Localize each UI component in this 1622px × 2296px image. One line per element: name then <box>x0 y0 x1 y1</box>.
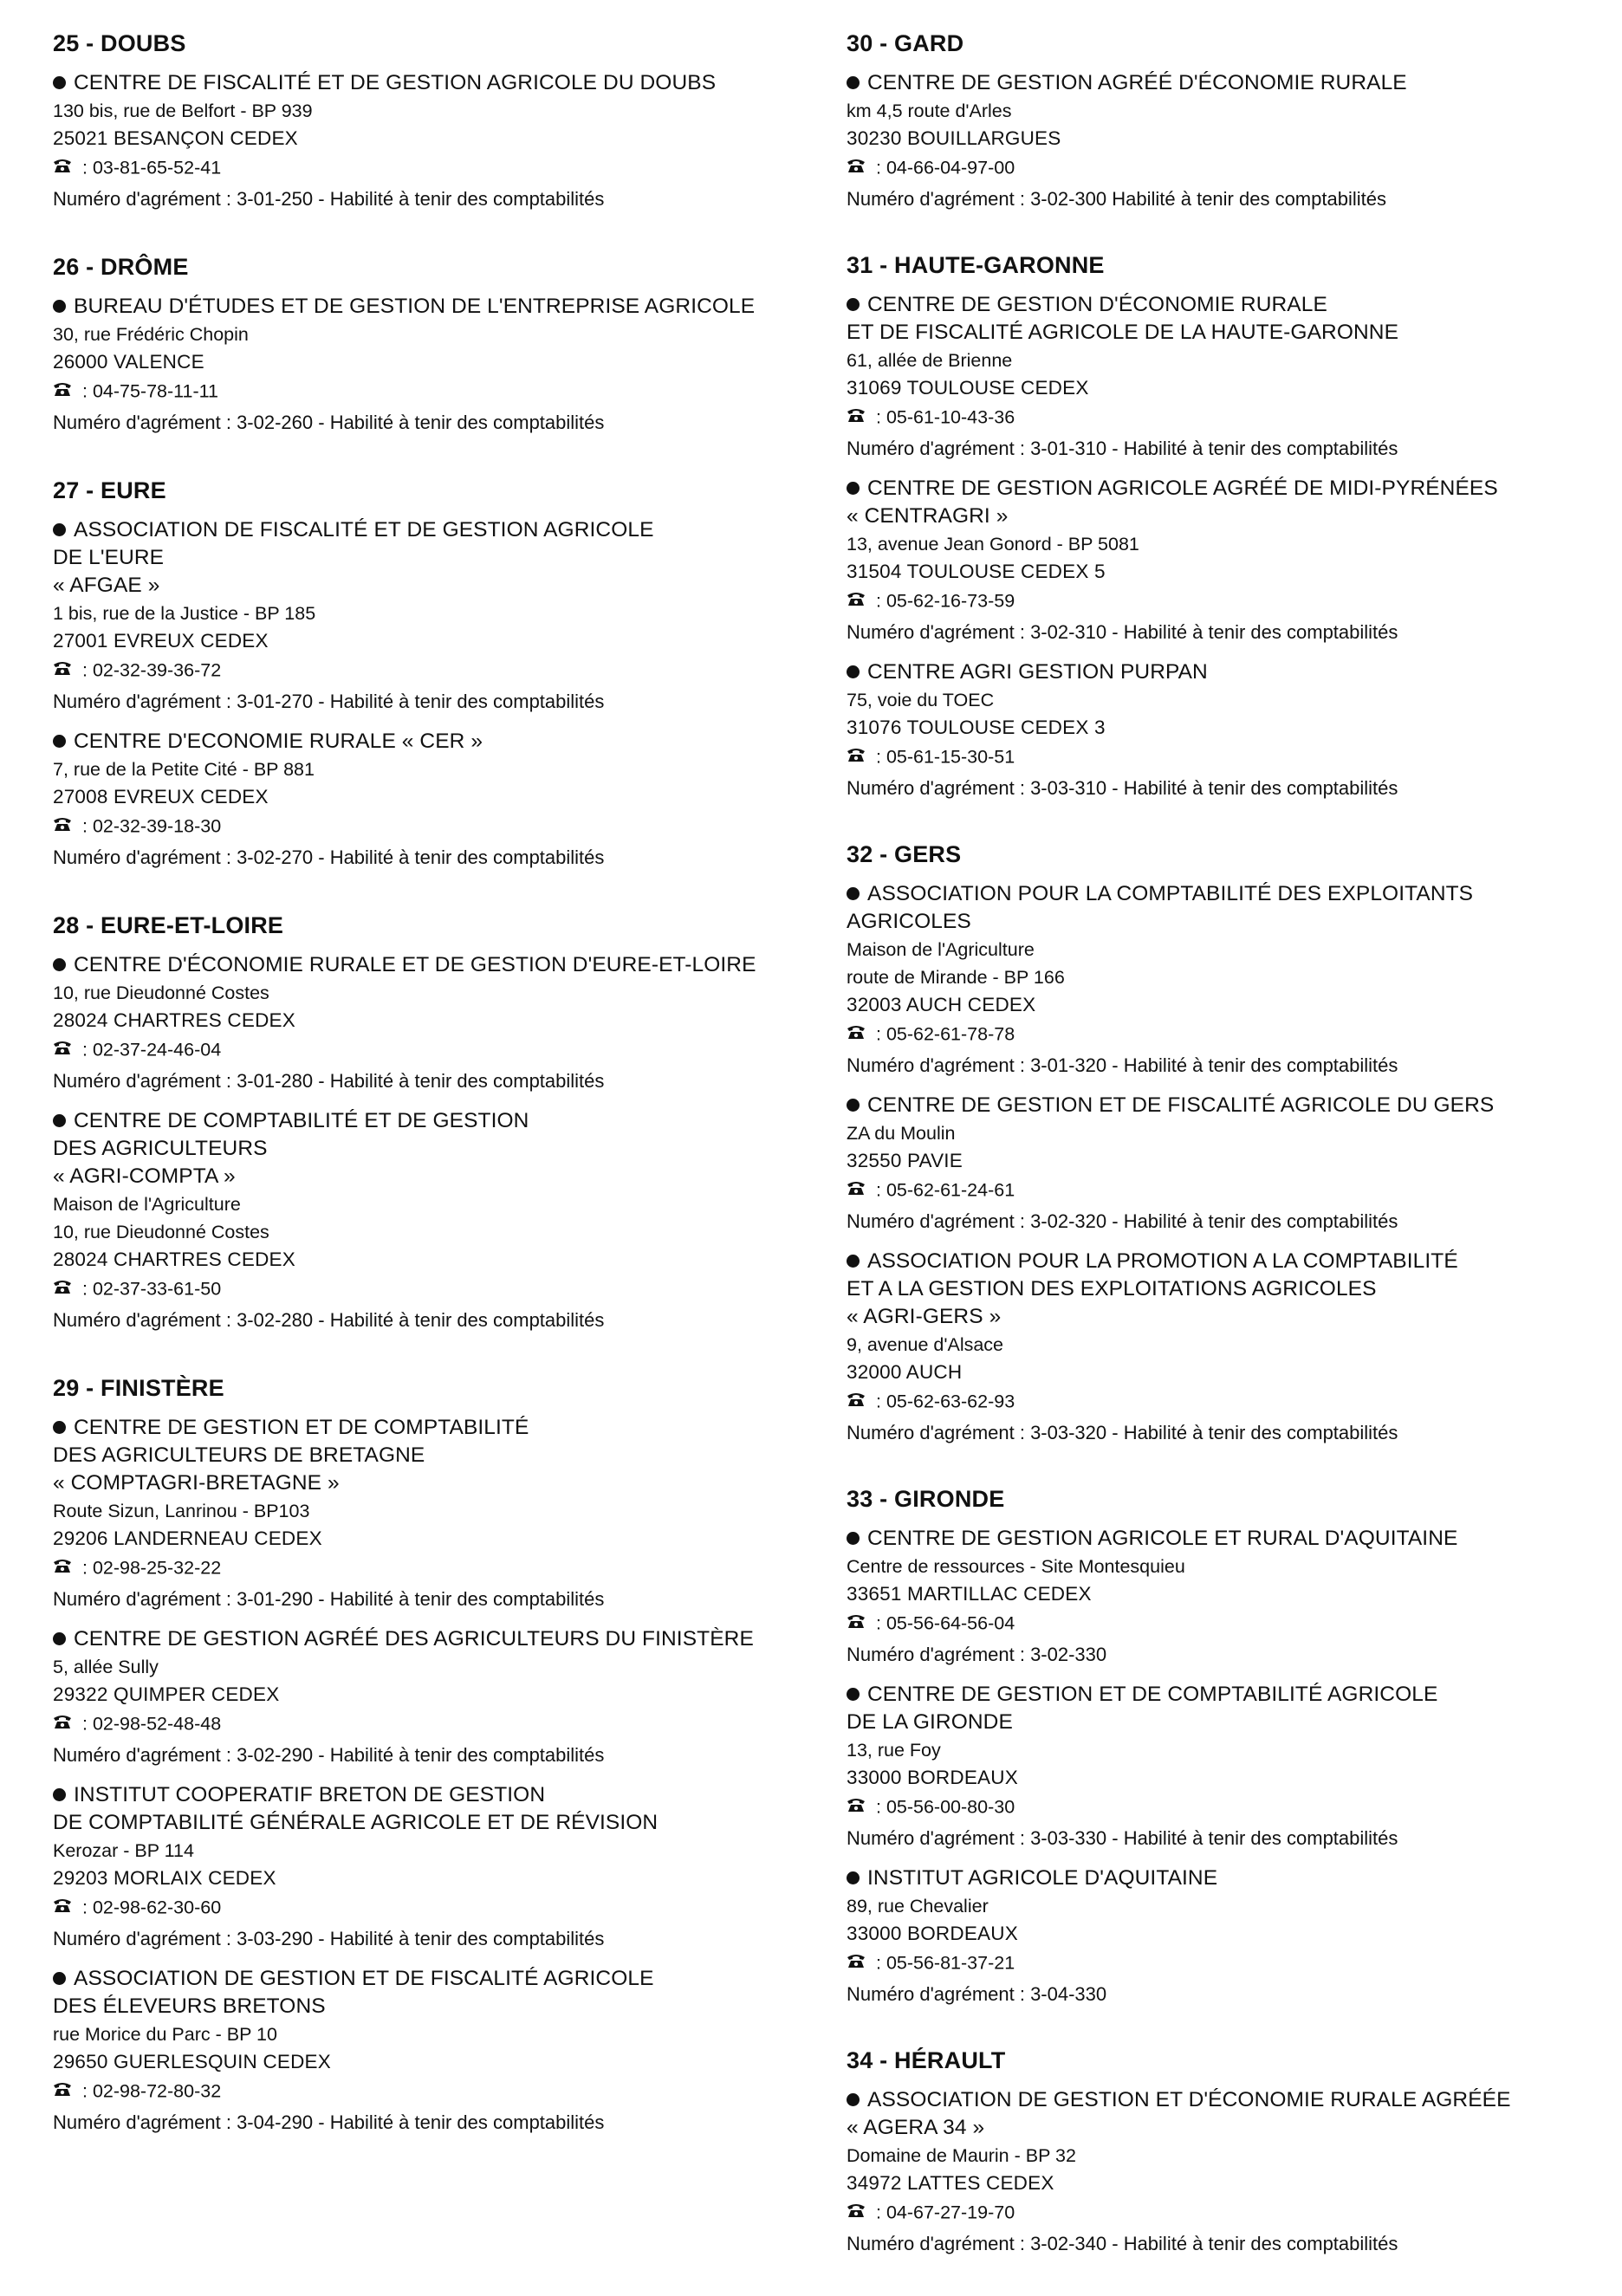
phone-number: : 02-37-33-61-50 <box>82 1278 222 1300</box>
agrement-number: Numéro d'agrément : 3-02-320 - Habilité à tenir des comptabilités <box>847 1210 1398 1232</box>
organization-name-text: CENTRE DE GESTION ET DE FISCALITÉ AGRICOLE DU GERS <box>867 1093 1495 1117</box>
organization-name-text: CENTRE D'ÉCONOMIE RURALE ET DE GESTION D'EURE-ET-LOIRE <box>74 953 756 976</box>
postal-city-line: 31504 TOULOUSE CEDEX 5 <box>847 561 1106 582</box>
organization-name-text: ET A LA GESTION DES EXPLOITATIONS AGRICOLES <box>847 1277 1377 1300</box>
organization-name-text: ASSOCIATION DE GESTION ET D'ÉCONOMIE RURALE AGRÉÉE <box>867 2088 1511 2111</box>
phone-number: : 05-56-00-80-30 <box>876 1796 1015 1818</box>
agrement-number: Numéro d'agrément : 3-03-330 - Habilité à tenir des comptabilités <box>847 1827 1398 1849</box>
postal-city-line: 32000 AUCH <box>847 1361 963 1383</box>
phone-number: : 05-62-63-62-93 <box>876 1391 1015 1412</box>
department-heading: 26 - DRÔME <box>53 254 189 280</box>
phone-number: : 05-56-81-37-21 <box>876 1952 1015 1974</box>
organization-name-text: BUREAU D'ÉTUDES ET DE GESTION DE L'ENTREPRISE AGRICOLE <box>74 295 756 318</box>
phone-line <box>847 152 1609 185</box>
organization-name-line <box>53 1107 815 1135</box>
phone-icon <box>53 811 72 840</box>
address-line: route de Mirande - BP 166 <box>847 967 1065 988</box>
bullet-icon <box>53 1632 66 1645</box>
address-line: 7, rue de la Petite Cité - BP 881 <box>53 759 315 780</box>
phone-number: : 03-81-65-52-41 <box>82 157 222 178</box>
bullet-icon <box>847 1255 860 1268</box>
department-section <box>53 1374 815 2137</box>
phone-line <box>53 811 815 844</box>
organization-name-line <box>847 2114 1609 2142</box>
organization-name-text: « CENTRAGRI » <box>847 504 1009 528</box>
organization-entry <box>53 1414 815 1613</box>
department-section <box>53 477 815 872</box>
address-line: 10, rue Dieudonné Costes <box>53 983 269 1003</box>
organization-name-text: ASSOCIATION POUR LA PROMOTION A LA COMPTABILITÉ <box>867 1249 1458 1273</box>
organization-entry <box>53 951 815 1095</box>
phone-icon <box>53 1034 72 1064</box>
organization-entry <box>847 1865 1609 2008</box>
agrement-number: Numéro d'agrément : 3-02-290 - Habilité à tenir des comptabilités <box>53 1744 605 1766</box>
organization-name-line <box>53 1781 815 1809</box>
department-section <box>847 840 1609 1447</box>
bullet-icon <box>847 298 860 311</box>
organization-name-line <box>53 544 815 572</box>
address-line: Centre de ressources - Site Montesquieu <box>847 1556 1185 1577</box>
department-section <box>53 253 815 437</box>
organization-name-line <box>53 1163 815 1190</box>
organization-name-text: « AGRI-COMPTA » <box>53 1164 236 1188</box>
phone-icon <box>847 1019 866 1048</box>
phone-icon <box>847 1175 866 1204</box>
bullet-icon <box>847 482 860 495</box>
agrement-number: Numéro d'agrément : 3-02-260 - Habilité à tenir des comptabilités <box>53 412 605 433</box>
organization-name-line <box>847 1092 1609 1119</box>
agrement-number: Numéro d'agrément : 3-01-280 - Habilité à tenir des comptabilités <box>53 1070 605 1092</box>
phone-line <box>847 1386 1609 1419</box>
postal-city-line: 33651 MARTILLAC CEDEX <box>847 1583 1092 1605</box>
organization-entry <box>53 516 815 716</box>
organization-name-line <box>847 1303 1609 1331</box>
bullet-icon <box>847 665 860 678</box>
phone-line <box>53 1892 815 1925</box>
address-line: 5, allée Sully <box>53 1657 159 1677</box>
organization-entry <box>53 293 815 437</box>
organization-name-text: DE L'EURE <box>53 546 165 569</box>
phone-icon <box>53 376 72 405</box>
address-line: 130 bis, rue de Belfort - BP 939 <box>53 101 313 121</box>
organization-entry <box>847 2086 1609 2258</box>
organization-name-line <box>847 503 1609 530</box>
organization-name-text: INSTITUT AGRICOLE D'AQUITAINE <box>867 1866 1218 1890</box>
phone-line <box>847 2197 1609 2230</box>
phone-icon <box>847 152 866 182</box>
organization-name-text: CENTRE DE FISCALITÉ ET DE GESTION AGRICOLE DU DOUBS <box>74 71 717 94</box>
organization-name-line <box>847 475 1609 503</box>
organization-name-line <box>847 658 1609 686</box>
address-line: 13, avenue Jean Gonord - BP 5081 <box>847 534 1139 555</box>
organization-name-line <box>847 1709 1609 1736</box>
organization-entry <box>53 69 815 213</box>
organization-name-line <box>53 951 815 979</box>
phone-line <box>53 152 815 185</box>
postal-city-line: 28024 CHARTRES CEDEX <box>53 1009 295 1031</box>
bullet-icon <box>53 735 66 748</box>
agrement-number: Numéro d'agrément : 3-04-290 - Habilité à tenir des comptabilités <box>53 2111 605 2133</box>
organization-name-line <box>53 1414 815 1442</box>
organization-name-text: ASSOCIATION DE GESTION ET DE FISCALITÉ AGRICOLE <box>74 1967 654 1990</box>
phone-number: : 02-98-25-32-22 <box>82 1557 222 1579</box>
phone-number: : 05-61-10-43-36 <box>876 406 1015 428</box>
organization-name-line <box>847 1865 1609 1892</box>
postal-city-line: 32003 AUCH CEDEX <box>847 994 1036 1015</box>
agrement-number: Numéro d'agrément : 3-01-320 - Habilité à tenir des comptabilités <box>847 1054 1398 1076</box>
address-line: 89, rue Chevalier <box>847 1896 989 1917</box>
agrement-number: Numéro d'agrément : 3-04-330 <box>847 1983 1107 2005</box>
bullet-icon <box>847 76 860 89</box>
organization-entry <box>847 658 1609 802</box>
postal-city-line: 29206 LANDERNEAU CEDEX <box>53 1527 322 1549</box>
phone-number: : 02-98-62-30-60 <box>82 1897 222 1918</box>
agrement-number: Numéro d'agrément : 3-01-310 - Habilité à tenir des comptabilités <box>847 438 1398 459</box>
organization-name-line <box>847 880 1609 908</box>
bullet-icon <box>53 76 66 89</box>
organization-name-text: CENTRE DE GESTION D'ÉCONOMIE RURALE <box>867 293 1327 316</box>
phone-number: : 02-98-52-48-48 <box>82 1713 222 1735</box>
department-section <box>847 29 1609 213</box>
organization-name-line <box>53 1135 815 1163</box>
address-line: 30, rue Frédéric Chopin <box>53 324 249 345</box>
department-heading: 31 - HAUTE-GARONNE <box>847 252 1105 278</box>
department-heading: 32 - GERS <box>847 841 962 867</box>
phone-number: : 02-98-72-80-32 <box>82 2080 222 2102</box>
organization-name-text: CENTRE DE GESTION ET DE COMPTABILITÉ <box>74 1416 529 1439</box>
postal-city-line: 25021 BESANÇON CEDEX <box>53 127 298 149</box>
department-heading: 30 - GARD <box>847 30 964 56</box>
organization-entry <box>847 475 1609 646</box>
postal-city-line: 29322 QUIMPER CEDEX <box>53 1683 280 1705</box>
organization-name-text: CENTRE DE GESTION AGRICOLE AGRÉÉ DE MIDI-PYRÉNÉES <box>867 477 1498 500</box>
organization-name-line <box>53 728 815 756</box>
department-section <box>53 29 815 213</box>
organization-entry <box>847 1525 1609 1669</box>
organization-name-text: DES AGRICULTEURS DE BRETAGNE <box>53 1443 425 1467</box>
phone-icon <box>53 2076 72 2105</box>
address-line: Domaine de Maurin - BP 32 <box>847 2145 1076 2166</box>
address-line: 10, rue Dieudonné Costes <box>53 1222 269 1242</box>
agrement-number: Numéro d'agrément : 3-01-290 - Habilité à tenir des comptabilités <box>53 1588 605 1610</box>
phone-line <box>53 1034 815 1067</box>
department-heading: 34 - HÉRAULT <box>847 2047 1006 2073</box>
department-section <box>847 1485 1609 2008</box>
organization-name-text: « AGRI-GERS » <box>847 1305 1002 1328</box>
address-line: 1 bis, rue de la Justice - BP 185 <box>53 603 316 624</box>
phone-line <box>53 2076 815 2109</box>
postal-city-line: 30230 BOUILLARGUES <box>847 127 1061 149</box>
organization-name-line <box>53 1625 815 1653</box>
organization-entry <box>53 1625 815 1769</box>
agrement-number: Numéro d'agrément : 3-02-300 Habilité à tenir des comptabilités <box>847 188 1386 210</box>
phone-icon <box>53 1274 72 1303</box>
organization-name-line <box>53 293 815 321</box>
phone-number: : 02-32-39-18-30 <box>82 815 222 837</box>
agrement-number: Numéro d'agrément : 3-03-290 - Habilité à tenir des comptabilités <box>53 1928 605 1949</box>
postal-city-line: 28024 CHARTRES CEDEX <box>53 1249 295 1270</box>
organization-entry <box>53 1107 815 1334</box>
organization-name-line <box>847 1275 1609 1303</box>
organization-name-text: CENTRE DE COMPTABILITÉ ET DE GESTION <box>74 1109 529 1132</box>
address-line: 61, allée de Brienne <box>847 350 1013 371</box>
agrement-number: Numéro d'agrément : 3-02-310 - Habilité à tenir des comptabilités <box>847 621 1398 643</box>
organization-name-line <box>847 1248 1609 1275</box>
phone-line <box>847 586 1609 619</box>
organization-name-text: AGRICOLES <box>847 910 971 933</box>
phone-icon <box>847 1792 866 1821</box>
organization-name-line <box>53 1469 815 1497</box>
bullet-icon <box>53 1421 66 1434</box>
postal-city-line: 32550 PAVIE <box>847 1150 963 1171</box>
organization-name-line <box>53 572 815 600</box>
organization-name-line <box>847 908 1609 936</box>
organization-name-text: DES AGRICULTEURS <box>53 1137 268 1160</box>
bullet-icon <box>53 958 66 971</box>
organization-name-text: DES ÉLEVEURS BRETONS <box>53 1994 326 2018</box>
organization-name-text: ASSOCIATION DE FISCALITÉ ET DE GESTION AGRICOLE <box>74 518 654 542</box>
organization-name-text: INSTITUT COOPERATIF BRETON DE GESTION <box>74 1783 546 1806</box>
phone-line <box>53 1553 815 1586</box>
phone-icon <box>847 2197 866 2227</box>
phone-icon <box>847 1948 866 1977</box>
address-line: Maison de l'Agriculture <box>53 1194 241 1215</box>
organization-name-text: CENTRE AGRI GESTION PURPAN <box>867 660 1208 684</box>
organization-name-line <box>847 1525 1609 1553</box>
phone-icon <box>53 1892 72 1922</box>
phone-icon <box>53 1709 72 1738</box>
organization-name-text: « COMPTAGRI-BRETAGNE » <box>53 1471 340 1495</box>
postal-city-line: 27008 EVREUX CEDEX <box>53 786 269 807</box>
postal-city-line: 29650 GUERLESQUIN CEDEX <box>53 2051 331 2072</box>
phone-line <box>847 402 1609 435</box>
postal-city-line: 34972 LATTES CEDEX <box>847 2172 1054 2194</box>
department-heading: 33 - GIRONDE <box>847 1486 1005 1512</box>
postal-city-line: 27001 EVREUX CEDEX <box>53 630 269 652</box>
bullet-icon <box>847 887 860 900</box>
address-line: rue Morice du Parc - BP 10 <box>53 2024 277 2045</box>
address-line: 13, rue Foy <box>847 1740 941 1761</box>
address-line: Route Sizun, Lanrinou - BP103 <box>53 1501 310 1521</box>
organization-name-text: CENTRE DE GESTION AGRICOLE ET RURAL D'AQUITAINE <box>867 1527 1458 1550</box>
phone-icon <box>53 152 72 182</box>
phone-number: : 05-56-64-56-04 <box>876 1612 1015 1634</box>
department-heading: 29 - FINISTÈRE <box>53 1375 224 1401</box>
bullet-icon <box>847 1688 860 1701</box>
bullet-icon <box>53 1788 66 1801</box>
postal-city-line: 29203 MORLAIX CEDEX <box>53 1867 276 1889</box>
bullet-icon <box>847 1099 860 1112</box>
postal-city-line: 26000 VALENCE <box>53 351 204 373</box>
organization-name-line <box>53 1442 815 1469</box>
organization-name-line <box>847 69 1609 97</box>
phone-number: : 02-37-24-46-04 <box>82 1039 222 1060</box>
postal-city-line: 31076 TOULOUSE CEDEX 3 <box>847 717 1106 738</box>
organization-name-text: CENTRE D'ECONOMIE RURALE « CER » <box>74 730 483 753</box>
organization-name-text: CENTRE DE GESTION AGRÉÉ DES AGRICULTEURS DU FINISTÈRE <box>74 1627 754 1651</box>
phone-line <box>847 742 1609 775</box>
phone-line <box>847 1175 1609 1208</box>
organization-name-text: DE LA GIRONDE <box>847 1710 1013 1734</box>
agrement-number: Numéro d'agrément : 3-02-280 - Habilité à tenir des comptabilités <box>53 1309 605 1331</box>
phone-line <box>53 376 815 409</box>
phone-number: : 05-62-16-73-59 <box>876 590 1015 612</box>
agrement-number: Numéro d'agrément : 3-01-250 - Habilité à tenir des comptabilités <box>53 188 605 210</box>
left-column <box>53 29 815 2176</box>
organization-entry <box>53 1965 815 2137</box>
phone-number: : 04-67-27-19-70 <box>876 2202 1015 2223</box>
phone-number: : 05-62-61-78-78 <box>876 1023 1015 1045</box>
agrement-number: Numéro d'agrément : 3-02-270 - Habilité à tenir des comptabilités <box>53 846 605 868</box>
organization-entry <box>847 1681 1609 1852</box>
organization-name-text: ET DE FISCALITÉ AGRICOLE DE LA HAUTE-GARONNE <box>847 321 1399 344</box>
organization-entry <box>847 291 1609 463</box>
organization-name-line <box>53 1965 815 1993</box>
phone-icon <box>847 1386 866 1416</box>
phone-line <box>53 1274 815 1307</box>
phone-line <box>847 1019 1609 1052</box>
address-line: km 4,5 route d'Arles <box>847 101 1012 121</box>
phone-number: : 02-32-39-36-72 <box>82 659 222 681</box>
organization-name-line <box>53 1809 815 1837</box>
bullet-icon <box>847 1532 860 1545</box>
agrement-number: Numéro d'agrément : 3-03-320 - Habilité à tenir des comptabilités <box>847 1422 1398 1443</box>
organization-name-text: « AFGAE » <box>53 574 160 597</box>
address-line: 75, voie du TOEC <box>847 690 995 710</box>
phone-line <box>847 1608 1609 1641</box>
phone-number: : 04-75-78-11-11 <box>82 380 218 402</box>
agrement-number: Numéro d'agrément : 3-02-330 <box>847 1644 1107 1665</box>
phone-line <box>53 1709 815 1741</box>
organization-name-line <box>53 1993 815 2020</box>
phone-icon <box>847 402 866 431</box>
phone-icon <box>847 1608 866 1638</box>
organization-entry <box>847 1092 1609 1236</box>
organization-name-line <box>847 2086 1609 2114</box>
phone-icon <box>847 742 866 771</box>
bullet-icon <box>53 300 66 313</box>
organization-entry <box>53 728 815 872</box>
department-heading: 28 - EURE-ET-LOIRE <box>53 912 284 938</box>
phone-number: : 05-61-15-30-51 <box>876 746 1015 768</box>
phone-line <box>847 1792 1609 1825</box>
organization-name-text: « AGERA 34 » <box>847 2116 985 2139</box>
department-section <box>847 251 1609 802</box>
phone-line <box>847 1948 1609 1981</box>
organization-entry <box>847 1248 1609 1447</box>
department-section <box>53 911 815 1334</box>
phone-icon <box>53 655 72 684</box>
address-line: Kerozar - BP 114 <box>53 1840 194 1861</box>
agrement-number: Numéro d'agrément : 3-01-270 - Habilité à tenir des comptabilités <box>53 691 605 712</box>
postal-city-line: 33000 BORDEAUX <box>847 1923 1018 1944</box>
phone-icon <box>53 1553 72 1582</box>
department-section <box>847 2046 1609 2258</box>
postal-city-line: 31069 TOULOUSE CEDEX <box>847 377 1089 399</box>
phone-line <box>53 655 815 688</box>
phone-number: : 04-66-04-97-00 <box>876 157 1015 178</box>
organization-name-text: CENTRE DE GESTION AGRÉÉ D'ÉCONOMIE RURALE <box>867 71 1407 94</box>
address-line: ZA du Moulin <box>847 1123 956 1144</box>
department-heading: 25 - DOUBS <box>53 30 186 56</box>
organization-name-line <box>847 291 1609 319</box>
agrement-number: Numéro d'agrément : 3-02-340 - Habilité à tenir des comptabilités <box>847 2233 1398 2254</box>
address-line: Maison de l'Agriculture <box>847 939 1035 960</box>
department-heading: 27 - EURE <box>53 477 166 503</box>
phone-number: : 05-62-61-24-61 <box>876 1179 1015 1201</box>
bullet-icon <box>847 1871 860 1884</box>
bullet-icon <box>53 1972 66 1985</box>
address-line: 9, avenue d'Alsace <box>847 1334 1004 1355</box>
organization-name-text: ASSOCIATION POUR LA COMPTABILITÉ DES EXPLOITANTS <box>867 882 1474 905</box>
organization-entry <box>847 880 1609 1080</box>
agrement-number: Numéro d'agrément : 3-03-310 - Habilité à tenir des comptabilités <box>847 777 1398 799</box>
organization-name-line <box>53 516 815 544</box>
right-column <box>847 29 1609 2296</box>
postal-city-line: 33000 BORDEAUX <box>847 1767 1018 1788</box>
organization-name-line <box>847 319 1609 347</box>
organization-name-line <box>53 69 815 97</box>
organization-name-text: DE COMPTABILITÉ GÉNÉRALE AGRICOLE ET DE RÉVISION <box>53 1811 659 1834</box>
organization-entry <box>847 69 1609 213</box>
organization-name-line <box>847 1681 1609 1709</box>
bullet-icon <box>53 523 66 536</box>
bullet-icon <box>847 2093 860 2106</box>
bullet-icon <box>53 1114 66 1127</box>
phone-icon <box>847 586 866 615</box>
organization-entry <box>53 1781 815 1953</box>
organization-name-text: CENTRE DE GESTION ET DE COMPTABILITÉ AGRICOLE <box>867 1683 1438 1706</box>
